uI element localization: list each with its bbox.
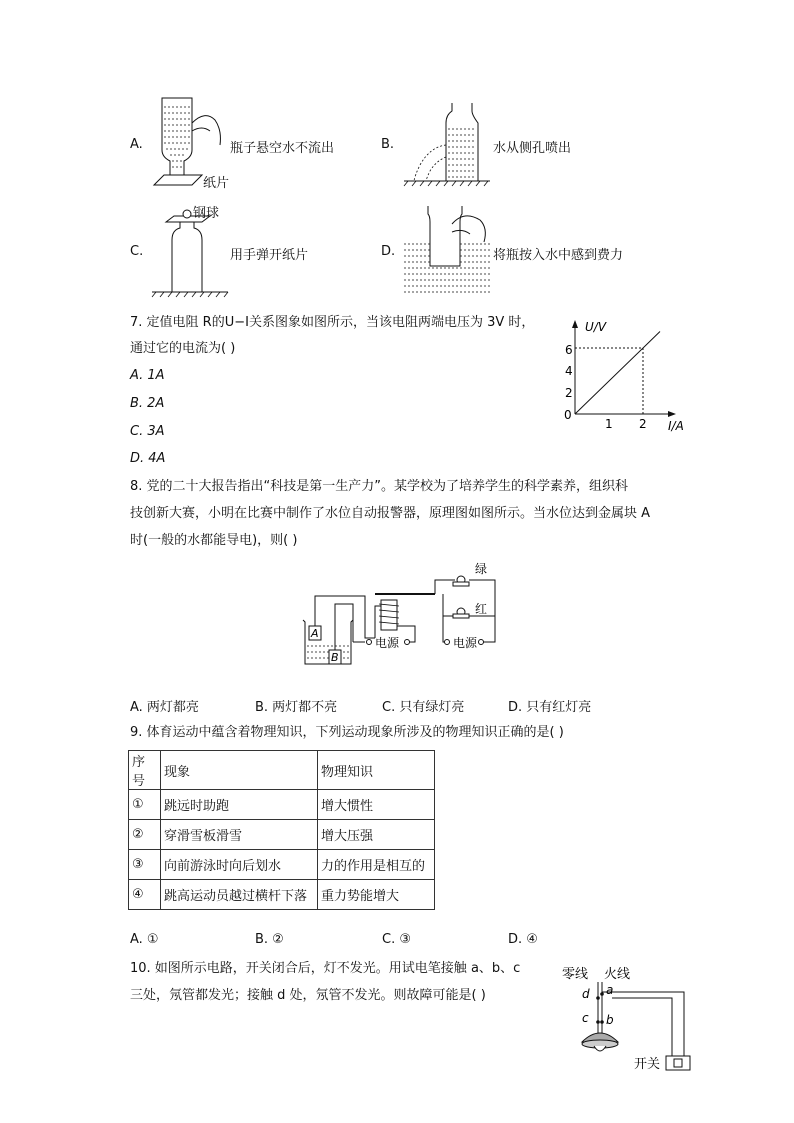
q7-option-a: A. 1A	[130, 368, 165, 383]
point-b-label: b	[606, 1013, 614, 1027]
table-row	[129, 790, 435, 820]
q6-figure-d	[400, 200, 495, 300]
q9-option-b: B. ②	[255, 932, 284, 947]
q6-option-a-caption: 瓶子悬空水不流出	[230, 141, 335, 156]
switch-label: 开关	[634, 1057, 661, 1072]
live-line-label: 火线	[604, 967, 631, 982]
q8-option-c: C. 只有绿灯亮	[382, 700, 465, 715]
table-header-cell: 现象	[161, 751, 318, 790]
block-b-label: B	[331, 651, 339, 664]
q7-option-b: B. 2A	[130, 396, 165, 411]
q9-stem: 9. 体育运动中蕴含着物理知识，下列运动现象所涉及的物理知识正确的是( )	[130, 725, 564, 740]
green-lamp-label: 绿	[475, 562, 488, 576]
table-header-cell: 物理知识	[318, 751, 435, 790]
table-cell: 力的作用是相互的	[318, 850, 435, 880]
chart-ytick-4: 4	[565, 364, 573, 378]
block-a-label: A	[311, 627, 319, 640]
table-row	[129, 880, 435, 910]
q9-table	[128, 750, 435, 910]
chart-xlabel: I/A	[668, 419, 684, 433]
table-cell: 跳高运动员越过横杆下落	[161, 880, 318, 910]
q7-stem-line1: 7. 定值电阻 R的U−I关系图象如图所示，当该电阻两端电压为 3V 时，	[130, 315, 535, 330]
q9-option-c: C. ③	[382, 932, 411, 947]
table-cell: 重力势能增大	[318, 880, 435, 910]
table-cell: 增大惯性	[318, 790, 435, 820]
table-row	[129, 820, 435, 850]
q7-ui-chart	[560, 312, 700, 434]
chart-series-line	[575, 332, 660, 415]
point-d-label: d	[582, 987, 590, 1001]
q6-option-b-letter: B.	[381, 137, 395, 152]
red-lamp-label: 红	[475, 602, 488, 616]
table-cell: ③	[129, 850, 161, 880]
table-cell: 穿滑雪板滑雪	[161, 820, 318, 850]
chart-x-arrow	[668, 411, 676, 417]
q8-stem-line2: 技创新大赛，小明在比赛中制作了水位自动报警器，原理图如图所示。当水位达到金属块 A	[130, 506, 651, 521]
chart-xtick-2: 2	[639, 417, 647, 431]
q8-circuit-diagram	[295, 558, 505, 670]
table-cell: ④	[129, 880, 161, 910]
neutral-line-label: 零线	[562, 967, 589, 982]
q10-circuit-diagram	[560, 962, 694, 1074]
q6-option-d-letter: D.	[381, 244, 396, 259]
table-cell: 跳远时助跑	[161, 790, 318, 820]
q8-option-b: B. 两灯都不亮	[255, 700, 338, 715]
table-cell: 增大压强	[318, 820, 435, 850]
q9-option-d: D. ④	[508, 932, 538, 947]
chart-xtick-1: 1	[605, 417, 613, 431]
q6-option-c-label: 钢球	[193, 206, 220, 221]
q6-figure-b	[400, 95, 490, 190]
q6-option-c-caption: 用手弹开纸片	[230, 248, 309, 263]
q7-stem-line2: 通过它的电流为( )	[130, 341, 236, 356]
point-c-label: c	[582, 1011, 589, 1025]
q6-option-c-letter: C.	[130, 244, 144, 259]
table-cell: ①	[129, 790, 161, 820]
chart-ytick-6: 6	[565, 343, 573, 357]
q10-stem-line2: 三处，氖管都发光；接触 d 处，氖管不发光。则故障可能是( )	[130, 988, 486, 1003]
power-source-2-label: 电源	[453, 636, 478, 650]
point-a-label: a	[606, 983, 614, 997]
q8-stem-line3: 时(一般的水都能导电)，则( )	[130, 533, 298, 548]
q8-option-a: A. 两灯都亮	[130, 700, 199, 715]
q6-option-a-letter: A.	[130, 137, 143, 152]
power-source-1-label: 电源	[375, 636, 400, 650]
table-header-cell: 序号	[129, 751, 161, 790]
q10-stem-line1: 10. 如图所示电路，开关闭合后，灯不发光。用试电笔接触 a、b、c	[130, 961, 521, 976]
table-header-row	[129, 751, 435, 790]
table-row	[129, 850, 435, 880]
table-cell: ②	[129, 820, 161, 850]
q8-option-d: D. 只有红灯亮	[508, 700, 592, 715]
q9-option-a: A. ①	[130, 932, 159, 947]
q8-stem-line1: 8. 党的二十大报告指出“科技是第一生产力”。某学校为了培养学生的科学素养，组织科	[130, 479, 629, 494]
q6-option-b-caption: 水从侧孔喷出	[493, 141, 572, 156]
q6-option-d-caption: 将瓶按入水中感到费力	[493, 248, 624, 263]
chart-ytick-0: 0	[564, 408, 572, 422]
q6-option-a-label: 纸片	[203, 176, 230, 191]
chart-y-arrow	[572, 320, 578, 328]
chart-ylabel: U/V	[585, 320, 607, 334]
table-cell: 向前游泳时向后划水	[161, 850, 318, 880]
chart-ytick-2: 2	[565, 386, 573, 400]
q7-option-d: D. 4A	[130, 451, 166, 466]
q7-option-c: C. 3A	[130, 424, 165, 439]
